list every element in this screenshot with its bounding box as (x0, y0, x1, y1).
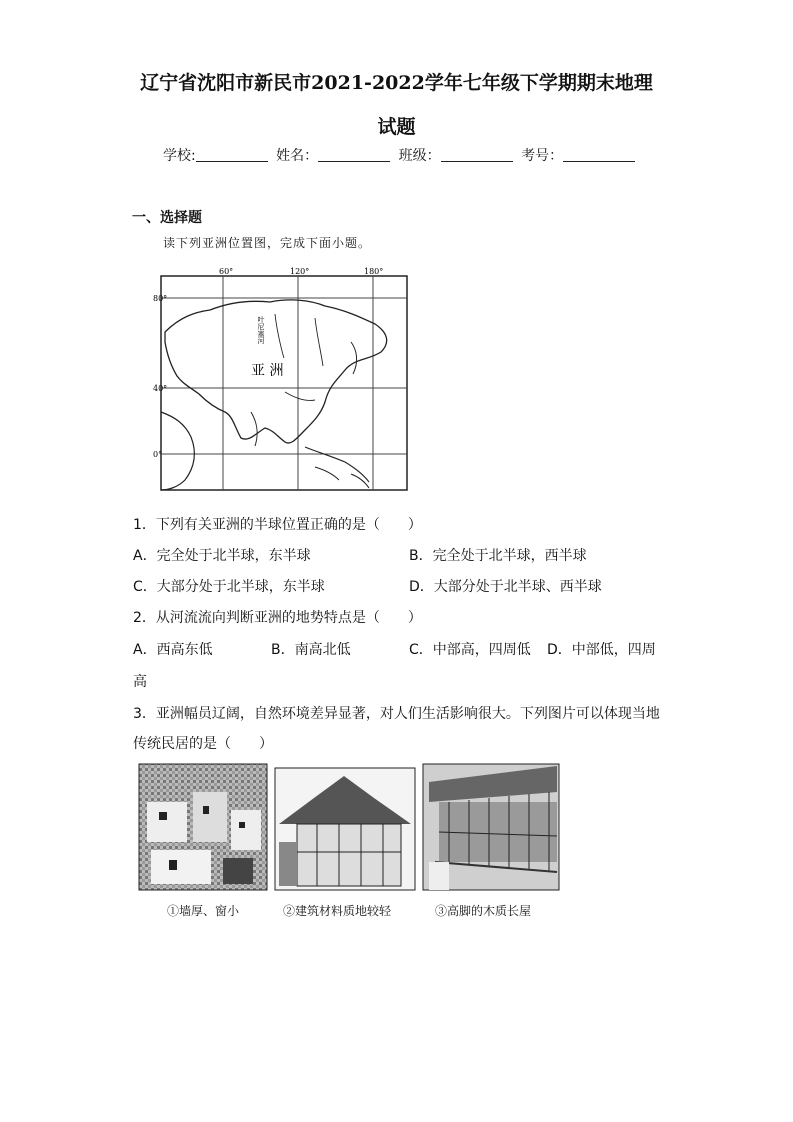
lon-label-60: 60° (219, 267, 234, 276)
doc-title-line1: 辽宁省沈阳市新民市2021-2022学年七年级下学期期末地理 (140, 72, 653, 94)
q1-stem: 1．下列有关亚洲的半球位置正确的是（ ） (133, 517, 422, 533)
photo-caption-1: ①墙厚、窗小 (167, 904, 240, 918)
lon-label-180: 180° (364, 267, 384, 276)
photo-caption-2: ②建筑材料质地较轻 (283, 904, 392, 918)
q2-option-c: C．中部高，四周低 (409, 642, 531, 658)
photo-caption-3: ③高脚的木质长屋 (435, 904, 532, 918)
q1-option-d: D．大部分处于北半球、西半球 (409, 579, 602, 595)
section-heading: 一、选择题 (132, 210, 202, 226)
class-blank (441, 147, 513, 162)
school-label: 学校: (163, 148, 196, 164)
q3-stem-line2: 传统民居的是（ ） (133, 736, 273, 752)
dwelling-photos (139, 762, 561, 922)
map-intro: 读下列亚洲位置图，完成下面小题。 (163, 236, 372, 250)
asia-map (155, 262, 413, 494)
photo-stilt-longhouse (423, 764, 559, 890)
number-blank (563, 147, 635, 162)
q2-option-b: B．南高北低 (271, 642, 351, 658)
school-blank (196, 147, 268, 162)
doc-title-line2: 试题 (377, 116, 416, 138)
name-blank (318, 147, 390, 162)
lat-label-80: 80° (153, 294, 168, 303)
q1-option-b: B．完全处于北半球，西半球 (409, 548, 587, 564)
map-label-river: 叶尼塞河 (257, 316, 265, 344)
class-label: 班级： (398, 148, 441, 164)
lon-label-120: 120° (290, 267, 310, 276)
q1-option-c: C．大部分处于北半球，东半球 (133, 579, 325, 595)
q2-option-a: A．西高东低 (133, 642, 213, 658)
q2-stem: 2．从河流流向判断亚洲的地势特点是（ ） (133, 610, 422, 626)
name-label: 姓名： (276, 148, 319, 164)
number-label: 考号： (521, 148, 564, 164)
q2-option-d-cont: 高 (133, 674, 147, 690)
photo-thick-wall-house (139, 764, 267, 890)
map-label-asia: 亚 洲 (251, 363, 284, 379)
q1-option-a: A．完全处于北半球，东半球 (133, 548, 311, 564)
q2-option-d: D．中部低，四周 (547, 642, 656, 658)
photo-light-material-house (275, 768, 415, 890)
lat-label-40: 40° (153, 384, 168, 393)
lat-label-0: 0° (153, 450, 163, 459)
student-info-row (163, 145, 639, 165)
q3-stem-line1: 3．亚洲幅员辽阔，自然环境差异显著，对人们生活影响很大。下列图片可以体现当地 (133, 706, 660, 722)
